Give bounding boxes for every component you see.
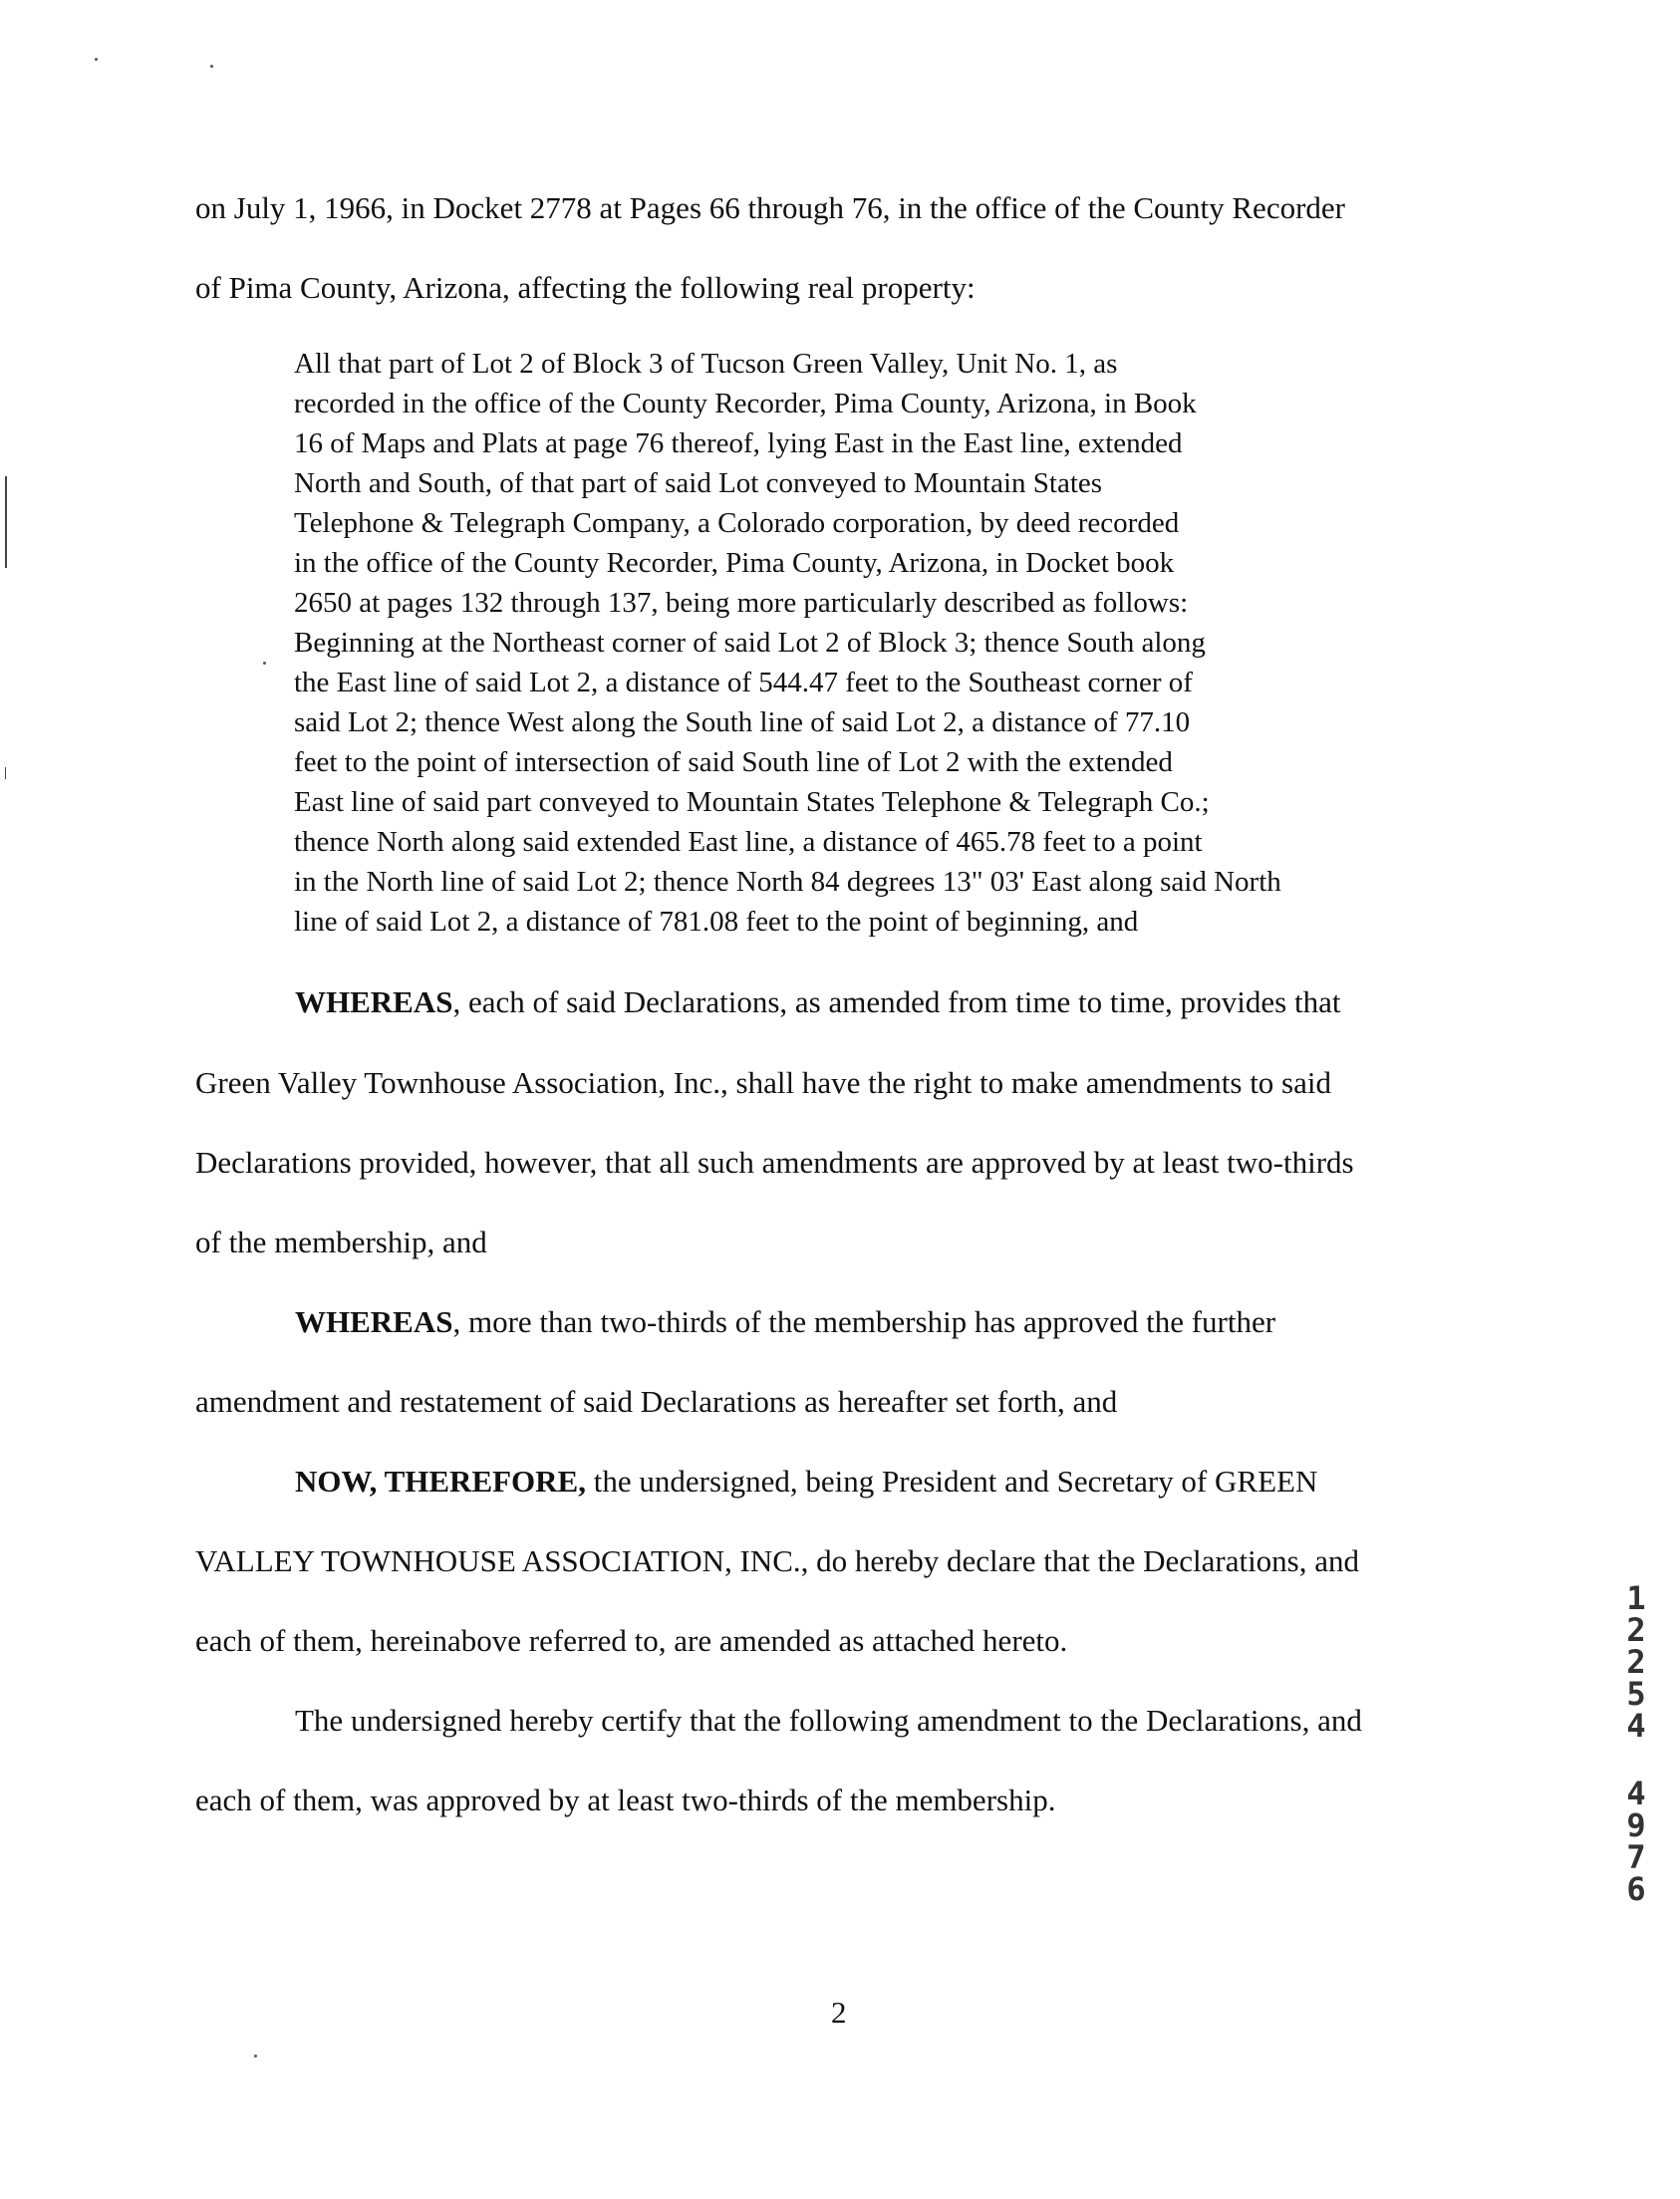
legal-line: in the North line of said Lot 2; thence North 84 degrees 13" 03' East along said North xyxy=(294,866,1281,898)
legal-line: North and South, of that part of said Lot conveyed to Mountain States xyxy=(294,467,1103,499)
whereas-keyword: WHEREAS xyxy=(295,1304,453,1339)
whereas-paragraph-1 xyxy=(295,986,1340,1017)
legal-line: 16 of Maps and Plats at page 76 thereof, lying East in the East line, extended xyxy=(294,427,1183,459)
whereas-1-line-3: Declarations provided, however, that all such amendments are approved by at least two-thirds xyxy=(195,1145,1354,1180)
stamp-digit: 9 xyxy=(1626,1806,1646,1844)
now-therefore-line-3: each of them, hereinabove referred to, are amended as attached hereto. xyxy=(195,1623,1068,1658)
scan-margin-mark xyxy=(5,476,7,568)
legal-line: said Lot 2; thence West along the South line of said Lot 2, a distance of 77.10 xyxy=(294,706,1191,738)
scan-speck xyxy=(263,662,266,665)
page-number: 2 xyxy=(831,1995,847,2030)
stamp-digit: 7 xyxy=(1626,1838,1646,1876)
whereas-text: , each of said Declarations, as amended from time to time, provides that xyxy=(452,984,1341,1019)
whereas-paragraph-2 xyxy=(295,1306,1275,1337)
stamp-digit: 4 xyxy=(1626,1775,1646,1812)
certify-line-1: The undersigned hereby certify that the following amendment to the Declarations, and xyxy=(295,1703,1362,1738)
scan-margin-mark xyxy=(5,767,6,779)
legal-line: line of said Lot 2, a distance of 781.08 feet to the point of beginning, and xyxy=(294,906,1139,938)
stamp-digit: 6 xyxy=(1626,1870,1646,1908)
intro-line-1: on July 1, 1966, in Docket 2778 at Pages 66 through 76, in the office of the County Recorder xyxy=(195,190,1345,225)
legal-line: East line of said part conveyed to Mountain States Telephone & Telegraph Co.; xyxy=(294,786,1210,818)
legal-line: 2650 at pages 132 through 137, being more particularly described as follows: xyxy=(294,587,1189,619)
now-therefore-keyword: NOW, THEREFORE, xyxy=(295,1464,586,1499)
stamp-digit: 2 xyxy=(1626,1611,1646,1649)
stamp-digit: 2 xyxy=(1626,1643,1646,1681)
whereas-2-line-2: amendment and restatement of said Declarations as hereafter set forth, and xyxy=(195,1384,1118,1419)
scan-speck xyxy=(210,65,213,68)
legal-line: Telephone & Telegraph Company, a Colorado corporation, by deed recorded xyxy=(294,507,1180,539)
whereas-text: , more than two-thirds of the membership has approved the further xyxy=(452,1304,1276,1339)
stamp-digit: 5 xyxy=(1626,1675,1646,1713)
scan-speck xyxy=(254,2055,257,2058)
legal-line: feet to the point of intersection of said South line of Lot 2 with the extended xyxy=(294,746,1173,778)
scan-speck xyxy=(95,58,98,61)
now-therefore-paragraph xyxy=(295,1466,1317,1497)
legal-line: thence North along said extended East line, a distance of 465.78 feet to a point xyxy=(294,826,1203,858)
whereas-1-line-4: of the membership, and xyxy=(195,1225,487,1259)
intro-line-2: of Pima County, Arizona, affecting the following real property: xyxy=(195,270,976,305)
whereas-keyword: WHEREAS xyxy=(295,984,453,1019)
now-therefore-line-2: VALLEY TOWNHOUSE ASSOCIATION, INC., do hereby declare that the Declarations, and xyxy=(195,1543,1360,1578)
legal-line: in the office of the County Recorder, Pima County, Arizona, in Docket book xyxy=(294,547,1175,579)
now-therefore-text: the undersigned, being President and Secretary of GREEN xyxy=(586,1464,1318,1499)
legal-line: All that part of Lot 2 of Block 3 of Tucson Green Valley, Unit No. 1, as xyxy=(294,348,1118,380)
stamp-digit: 1 xyxy=(1626,1579,1646,1617)
legal-line: Beginning at the Northeast corner of said Lot 2 of Block 3; thence South along xyxy=(294,627,1206,659)
legal-line: the East line of said Lot 2, a distance of 544.47 feet to the Southeast corner of xyxy=(294,667,1193,698)
whereas-1-line-2: Green Valley Townhouse Association, Inc., shall have the right to make amendments to said xyxy=(195,1065,1331,1100)
certify-line-2: each of them, was approved by at least two-thirds of the membership. xyxy=(195,1783,1056,1817)
legal-line: recorded in the office of the County Recorder, Pima County, Arizona, in Book xyxy=(294,388,1197,419)
stamp-digit: 4 xyxy=(1626,1707,1646,1745)
